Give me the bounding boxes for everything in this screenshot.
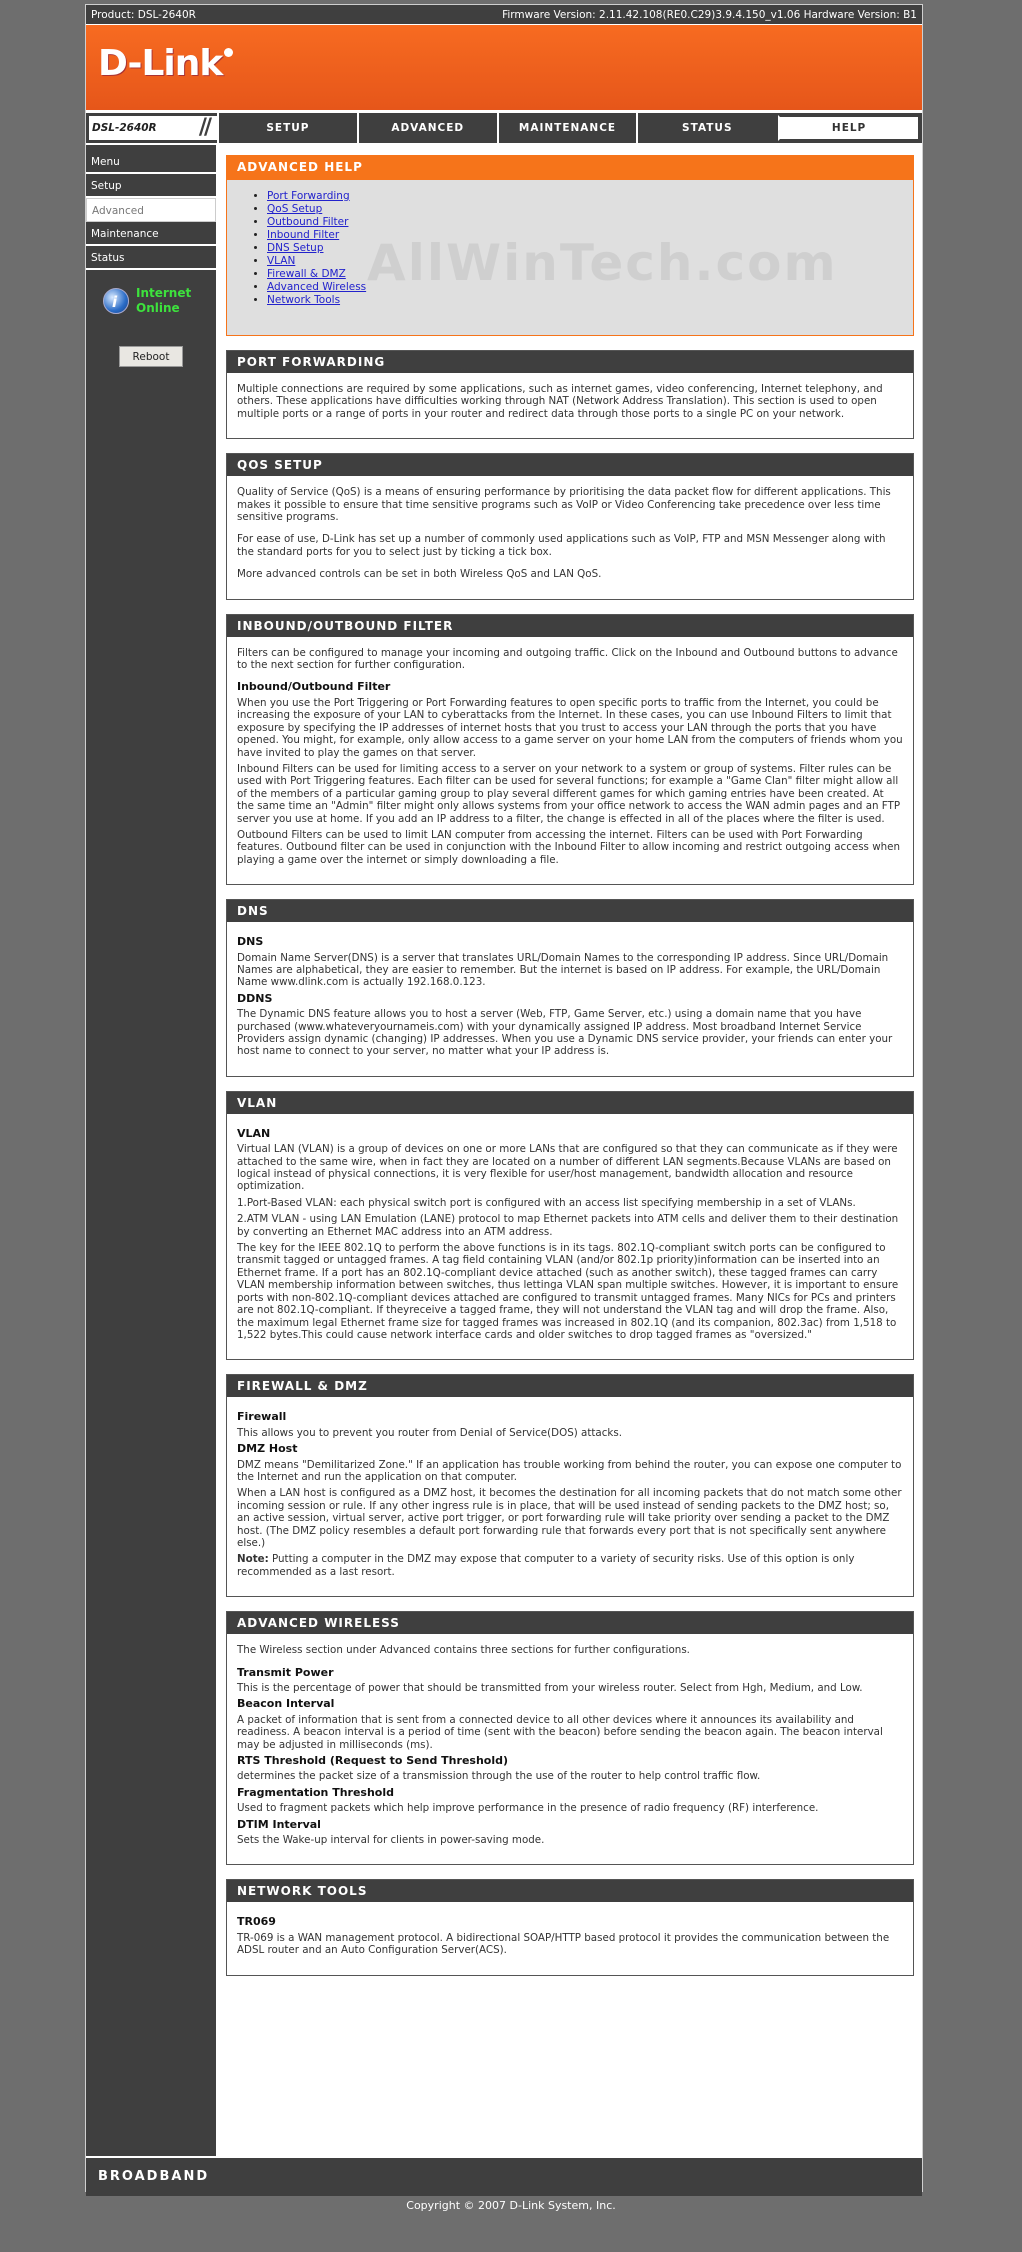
- section-title: ADVANCED HELP: [227, 156, 913, 180]
- paragraph: This allows you to prevent you router from Denial of Service(DOS) attacks.: [237, 1426, 622, 1439]
- dns-section: [226, 899, 914, 1077]
- firewall-section: [226, 1374, 914, 1597]
- page-frame: [85, 4, 923, 2192]
- paragraph: TR-069 is a WAN management protocol. A bidirectional SOAP/HTTP based protocol it provides the communication between the ADSL router and an Auto Configuration Server(ACS).: [237, 1931, 890, 1957]
- subheading: RTS Threshold (Request to Send Threshold): [237, 1754, 509, 1768]
- model-badge: DSL-2640R //: [89, 116, 217, 140]
- link-advanced-wireless[interactable]: Advanced Wireless: [267, 281, 367, 293]
- tab-maintenance[interactable]: MAINTENANCE: [497, 113, 637, 143]
- paragraph: determines the packet size of a transmission through the use of the router to help control traffic flow.: [237, 1770, 761, 1783]
- paragraph: Filters can be configured to manage your incoming and outgoing traffic. Click on the Inbound and Outbound buttons to advance to the next section for further configuration.: [237, 646, 898, 672]
- section-title: ADVANCED WIRELESS: [227, 1612, 913, 1634]
- link-qos-setup[interactable]: QoS Setup: [267, 203, 323, 215]
- paragraph: When you use the Port Triggering or Port Forwarding features to open specific ports to traffic from the Internet, you could be increasing the exposure of your LAN to cyberattacks from the Internet. In these cases, you can use Inbound Filters to limit that exposure by specifying the IP addresses of internet hosts that you trust to access your LAN through the ports that you have opened. You might, for example, only allow access to a game server on your home LAN from the computers of friends whom you have invited to play the games on that server.: [237, 696, 903, 759]
- paragraph: Putting a computer in the DMZ may expose that computer to a variety of security risks. Use of this option is only recommended as a last resort.: [237, 1553, 855, 1578]
- link-dns-setup[interactable]: DNS Setup: [267, 242, 324, 254]
- sidebar: [86, 145, 216, 2156]
- note-label: Note:: [237, 1553, 269, 1566]
- filter-section: [226, 614, 914, 886]
- status-line-1: Internet: [136, 286, 192, 300]
- main-content: [216, 145, 922, 2156]
- paragraph: 1.Port-Based VLAN: each physical switch port is configured with an access list specifying membership in a set of VLANs.: [237, 1196, 856, 1209]
- paragraph: Quality of Service (QoS) is a means of ensuring performance by prioritising the data packet flow for different applications. This makes it possible to ensure that time sensitive programs such as VoIP or Video Conferencing take precedence over less time sensitive programs.: [237, 486, 891, 524]
- internet-status: [103, 286, 216, 316]
- top-info-bar: [86, 5, 922, 25]
- sidebar-item-advanced[interactable]: Advanced: [86, 198, 216, 222]
- subheading: Beacon Interval: [237, 1697, 335, 1711]
- tab-advanced[interactable]: ADVANCED: [357, 113, 497, 143]
- subheading: Inbound/Outbound Filter: [237, 680, 391, 694]
- link-vlan[interactable]: VLAN: [267, 255, 296, 267]
- link-port-forwarding[interactable]: Port Forwarding: [267, 190, 350, 202]
- paragraph: Sets the Wake-up interval for clients in power-saving mode.: [237, 1834, 545, 1847]
- section-title: DNS: [227, 900, 913, 922]
- link-network-tools[interactable]: Network Tools: [267, 294, 341, 306]
- section-title: NETWORK TOOLS: [227, 1880, 913, 1902]
- paragraph: The Dynamic DNS feature allows you to host a server (Web, FTP, Game Server, etc.) using a domain name that you have purchased (www.whateveryournameis.com) with your dynamically assigned IP address. Most broadband Internet Service Providers assign dynamic (changing) IP addresses. When you use a Dynamic DNS service provider, your friends can enter your host name to connect to your server, no matter what your IP address is.: [237, 1008, 893, 1058]
- paragraph: 2.ATM VLAN - using LAN Emulation (LANE) protocol to map Ethernet packets into ATM cells and deliver them to their destination by converting an Ethernet MAC address into an ATM address.: [237, 1213, 899, 1238]
- paragraph: More advanced controls can be set in both Wireless QoS and LAN QoS.: [237, 568, 602, 581]
- section-title: INBOUND/OUTBOUND FILTER: [227, 615, 913, 637]
- subheading: VLAN: [237, 1126, 271, 1140]
- link-firewall-dmz[interactable]: Firewall & DMZ: [267, 268, 346, 280]
- firmware-label: Firmware Version: 2.11.42.108(RE0.C29)3.9.4.150_v1.06 Hardware Version: B1: [502, 8, 917, 21]
- subheading: Firewall: [237, 1410, 287, 1424]
- paragraph: Virtual LAN (VLAN) is a group of devices on one or more LANs that are configured so that they can communicate as if they were attached to the same wire, when in fact they are located on a number of different LAN segments.Because VLANs are based on logical instead of physical connections, it is very flexible for user/host management, bandwidth allocation and resource optimization.: [237, 1143, 898, 1193]
- qos-section: [226, 453, 914, 599]
- subheading: DDNS: [237, 991, 273, 1005]
- tab-status[interactable]: STATUS: [636, 113, 776, 143]
- sidebar-item-menu[interactable]: Menu: [86, 150, 216, 174]
- footer-bar: [86, 2156, 922, 2196]
- paragraph: When a LAN host is configured as a DMZ host, it becomes the destination for all incoming packets that do not match some other incoming session or rule. If any other ingress rule is in place, that will be used instead of sending packets to the DMZ host; so, an active session, virtual server, active port trigger, or port forwarding rule will take priority over sending a packet to the DMZ host. (The DMZ policy resembles a default port forwarding rule that forwards every port that is not specifically sent anywhere else.): [237, 1487, 902, 1549]
- header-banner: [86, 25, 922, 113]
- sidebar-item-setup[interactable]: Setup: [86, 174, 216, 198]
- vlan-section: [226, 1091, 914, 1361]
- paragraph: The Wireless section under Advanced contains three sections for further configurations.: [237, 1644, 690, 1657]
- subheading: Fragmentation Threshold: [237, 1785, 395, 1799]
- reboot-button[interactable]: Reboot: [119, 346, 183, 367]
- watermark: AllWinTech.com: [367, 234, 838, 292]
- dlink-logo: D-Link: [98, 43, 233, 84]
- paragraph: DMZ means "Demilitarized Zone." If an application has trouble working from behind the router, you can expose one computer to the Internet and run the application on that computer.: [237, 1458, 902, 1483]
- paragraph: Used to fragment packets which help improve performance in the presence of radio frequency (RF) interference.: [237, 1802, 819, 1815]
- sidebar-item-status[interactable]: Status: [86, 246, 216, 270]
- section-title: FIREWALL & DMZ: [227, 1375, 913, 1397]
- section-title: PORT FORWARDING: [227, 351, 913, 373]
- paragraph: The key for the IEEE 802.1Q to perform the above functions is in its tags. 802.1Q-compliant switch ports can be configured to transmit tagged or untagged frames. A tag field containing VLAN (and/or 802.1p priority)information can be inserted into an Ethernet frame. If a port has an 802.1Q-compliant device attached (such as another switch), these tagged frames can carry VLAN membership information between switches, thus lettinga VLAN span multiple switches. However, it is important to ensure ports with non-802.1Q-compliant devices attached are configured to transmit untagged frames. Many NICs for PCs and printers are not 802.1Q-compliant. If theyreceive a tagged frame, they will not understand the VLAN tag and will drop the frame. Also, the maximum legal Ethernet frame size for tagged frames was increased in 802.1Q (and its companion, 802.3ac) from 1,518 to 1,522 bytes.This could cause network interface cards and older switches to drop tagged frames as "oversized.": [237, 1242, 899, 1341]
- copyright: Copyright © 2007 D-Link System, Inc.: [406, 2199, 616, 2212]
- paragraph: Multiple connections are required by some applications, such as internet games, video conferencing, Internet telephony, and others. These applications have difficulties working through NAT (Network Address Translation). This section is used to open multiple ports or a range of ports in your router and redirect data through those ports to a single PC on your network.: [237, 383, 883, 420]
- subheading: DMZ Host: [237, 1442, 298, 1456]
- subheading: DNS: [237, 935, 264, 949]
- product-label: Product: DSL-2640R: [91, 8, 196, 21]
- globe-info-icon: i: [103, 288, 129, 314]
- subheading: TR069: [237, 1915, 276, 1929]
- paragraph: Inbound Filters can be used for limiting access to a server on your network to a system or group of systems. Filter rules can be used with Port Triggering features. Each filter can be used for several functions; for example a "Game Clan" filter might allow all of the members of a particular gaming group to play several different games for which gaming entries have been created. At the same time an "Admin" filter might only allows systems from your office network to access the WAN admin pages and an FTP server you use at home. If you add an IP address to a filter, the change is effected in all of the places where the filter is used.: [237, 762, 901, 825]
- status-line-2: Online: [136, 301, 180, 315]
- link-inbound-filter[interactable]: Inbound Filter: [267, 229, 340, 241]
- paragraph: This is the percentage of power that should be transmitted from your wireless router. Select from Hgh, Medium, and Low.: [237, 1682, 863, 1694]
- section-title: QOS SETUP: [227, 454, 913, 476]
- sidebar-item-maintenance[interactable]: Maintenance: [86, 222, 216, 246]
- top-nav: [86, 113, 922, 145]
- tab-help[interactable]: HELP: [778, 115, 920, 141]
- link-outbound-filter[interactable]: Outbound Filter: [267, 216, 349, 228]
- paragraph: A packet of information that is sent from a connected device to all other devices where it announces its availability and readiness. A beacon interval is a period of time (sent with the beacon) before sending the beacon again. The beacon interval may be adjusted in milliseconds (ms).: [237, 1713, 883, 1751]
- advanced-help-box: [226, 155, 914, 336]
- subheading: Transmit Power: [237, 1665, 334, 1679]
- tab-setup[interactable]: SETUP: [217, 113, 357, 143]
- subheading: DTIM Interval: [237, 1817, 321, 1831]
- paragraph: Outbound Filters can be used to limit LAN computer from accessing the internet. Filters can be used with Port Forwarding features. Outbound filter can be used in conjunction with the Inbound Filter to allow incoming and restrict outgoing access when playing a game over the internet or simply downloading a file.: [237, 828, 901, 866]
- advanced-wireless-section: [226, 1611, 914, 1865]
- paragraph: For ease of use, D-Link has set up a number of commonly used applications such as VoIP, FTP and MSN Messenger along with the standard ports for you to select just by ticking a tick box.: [237, 533, 886, 558]
- section-title: VLAN: [227, 1092, 913, 1114]
- network-tools-section: [226, 1879, 914, 1975]
- port-forwarding-section: [226, 350, 914, 439]
- broadband-logo: BROADBAND: [98, 2169, 210, 2184]
- paragraph: Domain Name Server(DNS) is a server that translates URL/Domain Names to the corresponding IP address. Since URL/Domain Names are alphabetical, they are easier to remember. But the internet is based on IP address. For example, the URL/Domain Name www.dlink.com is actually 192.168.0.123.: [237, 951, 889, 989]
